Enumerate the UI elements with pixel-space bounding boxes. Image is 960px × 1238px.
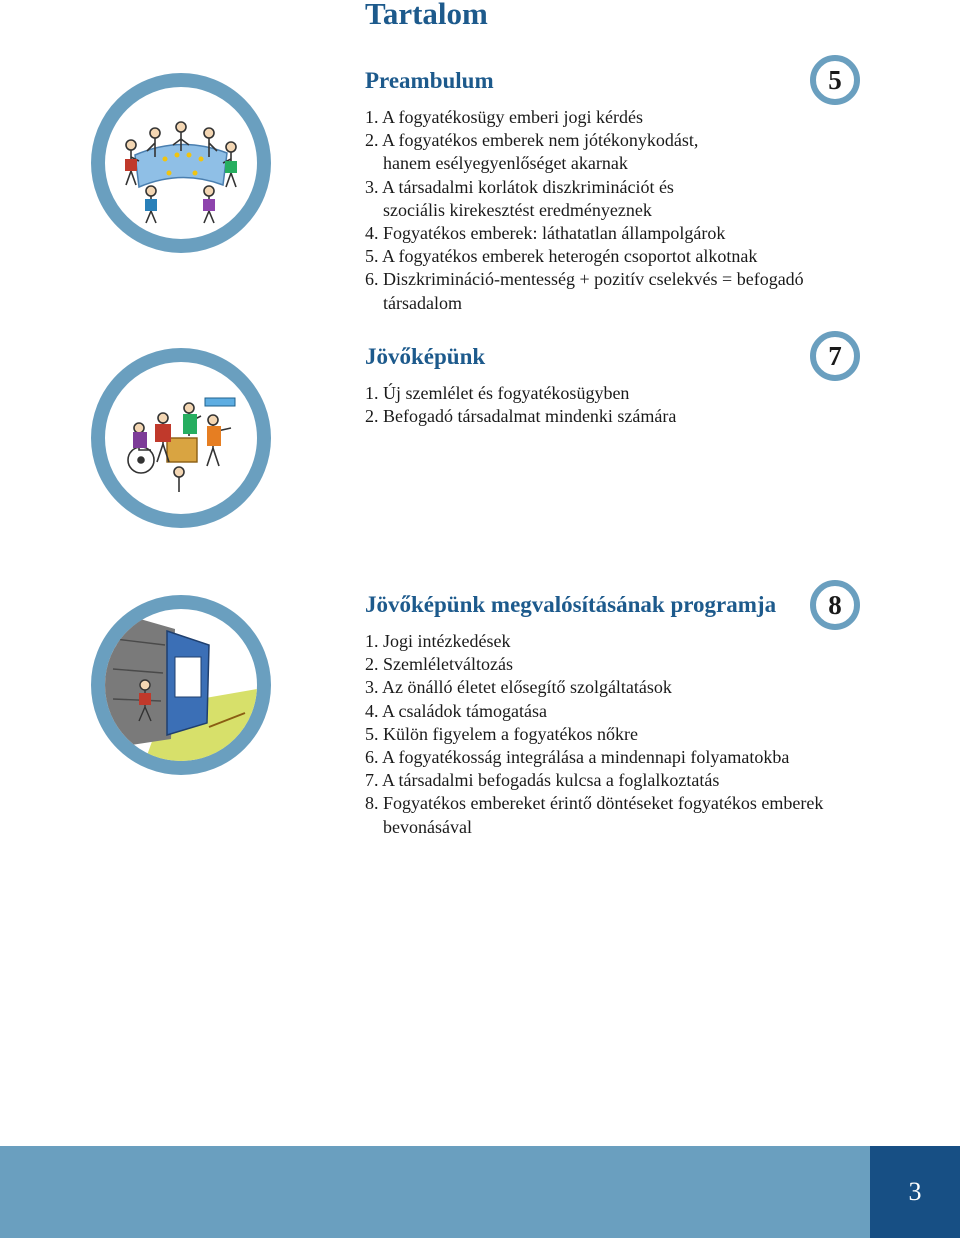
list-item: 1. Jogi intézkedések [365,631,511,651]
list-item: 7. A társadalmi befogadás kulcsa a foglalkoztatás [365,770,720,791]
page-title: Tartalom [365,0,488,31]
list-item: 1. A fogyatékosügy emberi jogi kérdés [365,107,643,127]
list-item: 3. A társadalmi korlátok diszkriminációt és szociális kirekesztést eredményeznek [365,176,674,220]
list-item: 1. Új szemlélet és fogyatékosügyben [365,383,630,403]
list-item: 2. Befogadó társadalmat mindenki számára [365,406,677,427]
page-number: 3 [870,1146,960,1238]
section-preambulum [365,66,885,315]
page-number-badge: 5 [810,55,860,105]
illustration-people-holding-eu-flag [91,73,271,253]
section-heading: Preambulum [365,68,494,93]
section-program [365,590,865,839]
illustration-people-wheelchair-group [91,348,271,528]
list-item: 6. A fogyatékosság integrálása a mindennapi folyamatokba [365,747,790,768]
section-item-list [365,106,885,315]
list-item: 4. Fogyatékos emberek: láthatatlan állampolgárok [365,223,726,244]
section-item-list [365,382,885,428]
section-heading: Jövőképünk megvalósításának programja [365,592,777,617]
section-item-list [365,630,865,839]
list-item: 2. Szemléletváltozás [365,654,513,675]
page-number-badge: 7 [810,331,860,381]
list-item: 4. A családok támogatása [365,700,547,721]
list-item: 5. Külön figyelem a fogyatékos nőkre [365,723,638,744]
list-item: 6. Diszkrimináció-mentesség + pozitív cselekvés = befogadó társadalom [365,269,804,313]
page-number-badge: 8 [810,580,860,630]
illustration-open-door-field [91,595,271,775]
footer-bar [0,1146,870,1238]
section-heading: Jövőképünk [365,344,486,369]
list-item: 8. Fogyatékos embereket érintő döntéseket fogyatékos emberek bevonásával [365,793,824,837]
list-item: 2. A fogyatékos emberek nem jótékonykodást, hanem esélyegyenlőséget akarnak [365,130,699,174]
section-jovokepunk [365,342,885,428]
list-item: 3. Az önálló életet elősegítő szolgáltatások [365,677,672,698]
list-item: 5. A fogyatékos emberek heterogén csoportot alkotnak [365,246,758,267]
